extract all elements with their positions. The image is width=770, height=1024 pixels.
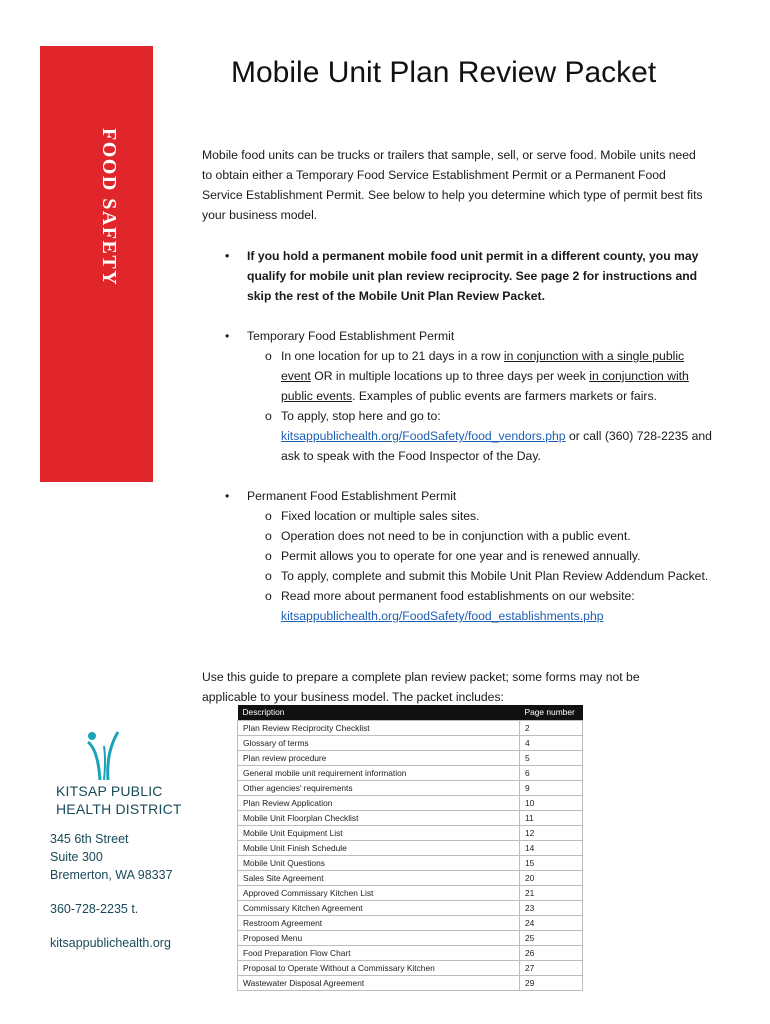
row-page-number: 23: [520, 901, 583, 916]
intro-paragraph: Mobile food units can be trucks or trailers that sample, sell, or serve food. Mobile units need to obtain either a Temporary Food Service Establishment Permit or a Permanent Food Service Establishment Permit. See below to help you determine which type of permit best fits your business model.: [202, 148, 703, 222]
description-header: Description: [238, 705, 520, 721]
address-line-1: 345 6th Street: [50, 832, 129, 846]
table-row: [238, 871, 583, 886]
row-description: General mobile unit requirement information: [238, 766, 520, 781]
circle-bullet-icon: o: [265, 529, 272, 543]
temporary-item-2: [265, 406, 717, 466]
row-description: Mobile Unit Floorplan Checklist: [238, 811, 520, 826]
row-page-number: 4: [520, 736, 583, 751]
circle-bullet-icon: o: [265, 509, 272, 523]
row-description: Plan review procedure: [238, 751, 520, 766]
table-row: [238, 976, 583, 991]
table-row: [238, 841, 583, 856]
row-description: Plan Review Reciprocity Checklist: [238, 721, 520, 736]
temporary-permit-heading: Temporary Food Establishment Permit: [247, 329, 455, 343]
permanent-item: [265, 506, 717, 526]
row-page-number: 9: [520, 781, 583, 796]
table-row: [238, 916, 583, 931]
row-page-number: 11: [520, 811, 583, 826]
website-url[interactable]: kitsappublichealth.org: [50, 936, 171, 950]
row-page-number: 27: [520, 961, 583, 976]
row-description: Sales Site Agreement: [238, 871, 520, 886]
circle-bullet-icon: o: [265, 409, 272, 423]
phone-number: 360-728-2235 t.: [50, 902, 139, 916]
row-description: Mobile Unit Questions: [238, 856, 520, 871]
row-page-number: 20: [520, 871, 583, 886]
table-row: [238, 931, 583, 946]
table-row: [238, 826, 583, 841]
agency-name-line-2: HEALTH DISTRICT: [56, 801, 182, 817]
table-header-row: [238, 705, 583, 721]
circle-bullet-icon: o: [265, 569, 272, 583]
page-number-header: Page number: [520, 705, 583, 721]
row-page-number: 5: [520, 751, 583, 766]
row-description: Commissary Kitchen Agreement: [238, 901, 520, 916]
bullet-icon: •: [225, 249, 230, 263]
row-description: Proposed Menu: [238, 931, 520, 946]
table-body: [238, 721, 583, 991]
agency-name-line-1: KITSAP PUBLIC: [56, 783, 163, 799]
row-description: Restroom Agreement: [238, 916, 520, 931]
permanent-permit-section: [225, 486, 717, 626]
temporary-item-2-text-b: or call (360) 728-2235 and ask to speak with the Food Inspector of the Day.: [281, 429, 712, 463]
food-vendors-link[interactable]: kitsappublichealth.org/FoodSafety/food_vendors.php: [281, 429, 566, 443]
circle-bullet-icon: o: [265, 549, 272, 563]
temporary-item-1-text-b: OR in multiple locations up to three days per week: [310, 369, 590, 383]
permanent-item: [265, 546, 717, 566]
permanent-item-text: Operation does not need to be in conjunction with a public event.: [281, 529, 631, 543]
row-description: Plan Review Application: [238, 796, 520, 811]
permanent-item-text: Permit allows you to operate for one year and is renewed annually.: [281, 549, 641, 563]
permanent-item: [265, 566, 717, 586]
temporary-item-2-text-a: To apply, stop here and go to:: [281, 409, 441, 423]
circle-bullet-icon: o: [265, 589, 272, 603]
bullet-icon: •: [225, 329, 230, 343]
address-line-3: Bremerton, WA 98337: [50, 868, 173, 882]
row-page-number: 14: [520, 841, 583, 856]
row-description: Mobile Unit Equipment List: [238, 826, 520, 841]
table-row: [238, 796, 583, 811]
row-description: Approved Commissary Kitchen List: [238, 886, 520, 901]
table-row: [238, 721, 583, 736]
address-line-2: Suite 300: [50, 850, 103, 864]
table-row: [238, 961, 583, 976]
temporary-item-1-text-a: In one location for up to 21 days in a row: [281, 349, 504, 363]
row-page-number: 2: [520, 721, 583, 736]
permanent-item-text: To apply, complete and submit this Mobile Unit Plan Review Addendum Packet.: [281, 569, 709, 583]
packet-contents-table: [237, 705, 583, 991]
row-page-number: 26: [520, 946, 583, 961]
row-page-number: 21: [520, 886, 583, 901]
table-row: [238, 766, 583, 781]
permanent-item: [265, 526, 717, 546]
temporary-item-1-underline-2: in conjunction with public events: [281, 369, 689, 403]
reciprocity-bullet: [225, 246, 715, 306]
row-page-number: 25: [520, 931, 583, 946]
kitsap-figure-icon: [84, 730, 124, 782]
temporary-permit-section: [225, 326, 717, 466]
bullet-icon: •: [225, 489, 230, 503]
row-page-number: 24: [520, 916, 583, 931]
row-page-number: 29: [520, 976, 583, 991]
row-page-number: 12: [520, 826, 583, 841]
reciprocity-text: If you hold a permanent mobile food unit permit in a different county, you may qualify for mobile unit plan review reciprocity. See page 2 for instructions and skip the rest of the Mobile Unit Plan Review Packet.: [247, 249, 699, 303]
table-row: [238, 811, 583, 826]
permanent-item-text: Fixed location or multiple sales sites.: [281, 509, 480, 523]
row-page-number: 6: [520, 766, 583, 781]
table-row: [238, 856, 583, 871]
row-description: Mobile Unit Finish Schedule: [238, 841, 520, 856]
temporary-item-1-underline-1: in conjunction with a single public event: [281, 349, 685, 383]
page-title: Mobile Unit Plan Review Packet: [231, 56, 657, 89]
food-establishments-link[interactable]: kitsappublichealth.org/FoodSafety/food_establishments.php: [281, 609, 604, 623]
table-row: [238, 781, 583, 796]
guide-paragraph: Use this guide to prepare a complete plan review packet; some forms may not be applicable to your business model. The packet includes:: [202, 670, 640, 704]
permanent-item: [265, 586, 717, 626]
table-row: [238, 751, 583, 766]
table-row: [238, 886, 583, 901]
agency-name: [56, 782, 206, 818]
row-description: Glossary of terms: [238, 736, 520, 751]
permanent-permit-heading: Permanent Food Establishment Permit: [247, 489, 457, 503]
row-description: Wastewater Disposal Agreement: [238, 976, 520, 991]
row-page-number: 15: [520, 856, 583, 871]
table-row: [238, 946, 583, 961]
temporary-item-1: [265, 346, 717, 406]
permanent-item-text: Read more about permanent food establishments on our website:: [281, 589, 635, 603]
row-page-number: 10: [520, 796, 583, 811]
table-row: [238, 736, 583, 751]
food-safety-label: FOOD SAFETY: [98, 128, 120, 287]
table-row: [238, 901, 583, 916]
row-description: Proposal to Operate Without a Commissary Kitchen: [238, 961, 520, 976]
temporary-item-1-text-c: . Examples of public events are farmers markets or fairs.: [352, 389, 657, 403]
circle-bullet-icon: o: [265, 349, 272, 363]
row-description: Other agencies’ requirements: [238, 781, 520, 796]
address-block: [50, 830, 200, 884]
row-description: Food Preparation Flow Chart: [238, 946, 520, 961]
